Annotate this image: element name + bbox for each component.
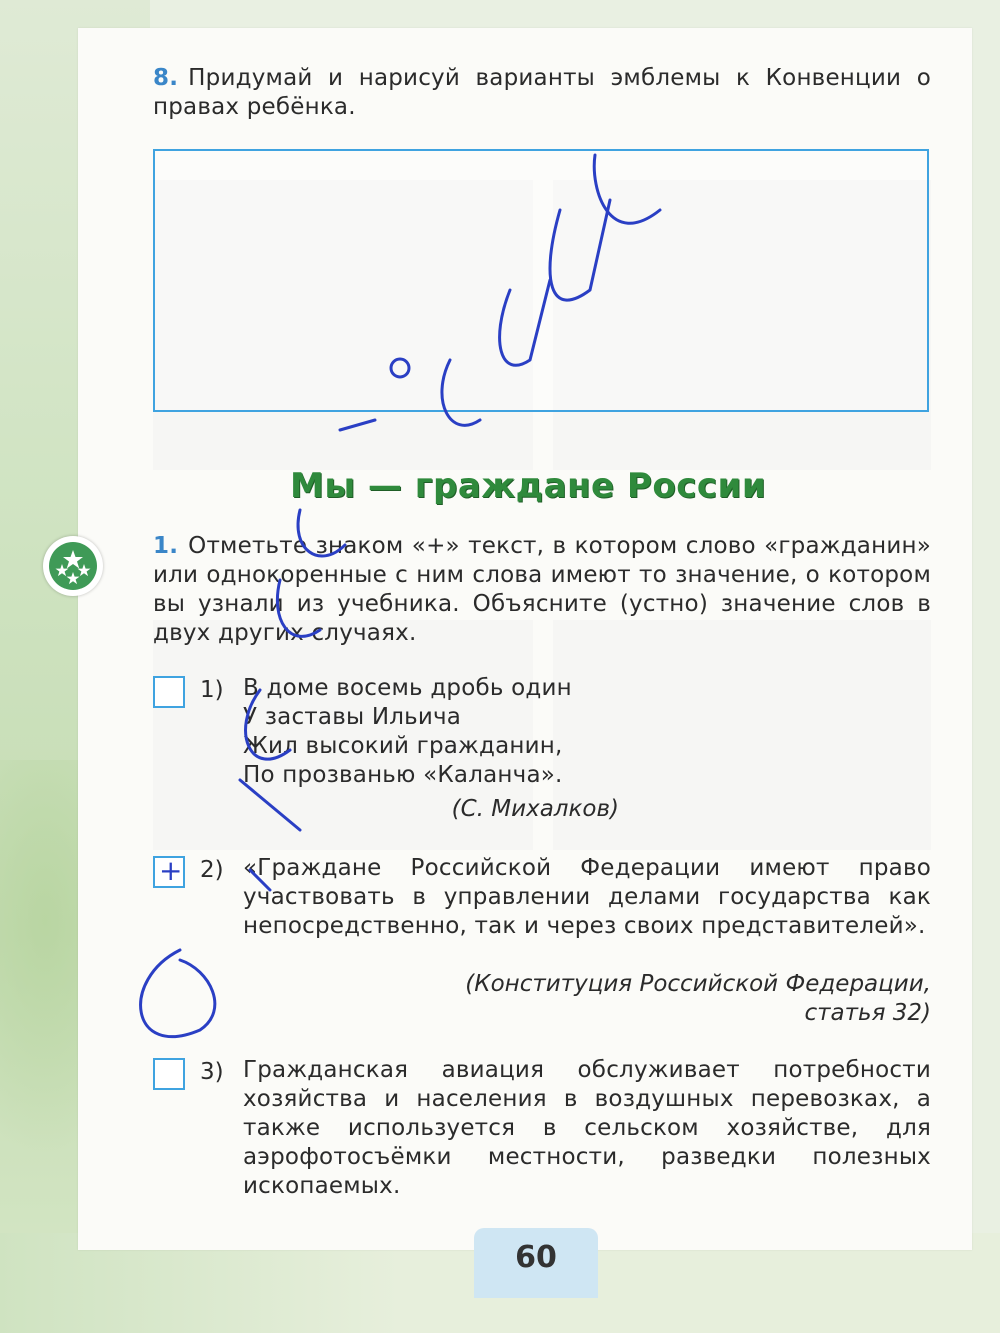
option-3-number: 3) xyxy=(200,1059,224,1085)
task-8-number: 8. xyxy=(153,65,179,91)
option-1-number: 1) xyxy=(200,677,224,703)
poem-line: По прозванью «Каланча». xyxy=(243,762,563,788)
task-1-text: Отметьте знаком «+» текст, в котором слово «гражданин» или однокоренные с ним слова имеют то значение, о котором вы узнали из учебника. Объясните (устно) значение слов в двух других случаях. xyxy=(153,533,931,646)
task-1-number: 1. xyxy=(153,533,179,559)
poem-line: У заставы Ильича xyxy=(243,704,462,730)
option-2-source-line2: статья 32) xyxy=(804,1000,931,1026)
page-number: 60 xyxy=(515,1240,557,1275)
poem-line: В доме восемь дробь один xyxy=(243,675,572,701)
option-3-text: Гражданская авиация обслуживает потребности хозяйства и населения в воздушных перевозках, а также используется в сельском хозяйстве, для аэрофотосъёмки местности, разведки полезных ископаемых. xyxy=(243,1057,931,1199)
option-2-number: 2) xyxy=(200,857,224,883)
option-2-text: «Граждане Российской Федерации имеют право участвовать в управлении делами государства как непосредственно, так и через своих представителей». xyxy=(243,855,931,939)
handwritten-signature xyxy=(120,130,680,1070)
section-title: Мы — граждане России xyxy=(290,466,767,506)
poem-line: Жил высокий гражданин, xyxy=(243,733,563,759)
task-8 xyxy=(153,64,931,122)
option-2-source-line1: (Конституция Российской Федерации, xyxy=(465,971,931,997)
task-8-text: Придумай и нарисуй варианты эмблемы к Конвенции о правах ребёнка. xyxy=(153,65,931,120)
stars-badge-icon xyxy=(43,536,103,596)
option-2-mark: + xyxy=(159,854,183,887)
option-1-source: (С. Михалков) xyxy=(451,796,619,822)
